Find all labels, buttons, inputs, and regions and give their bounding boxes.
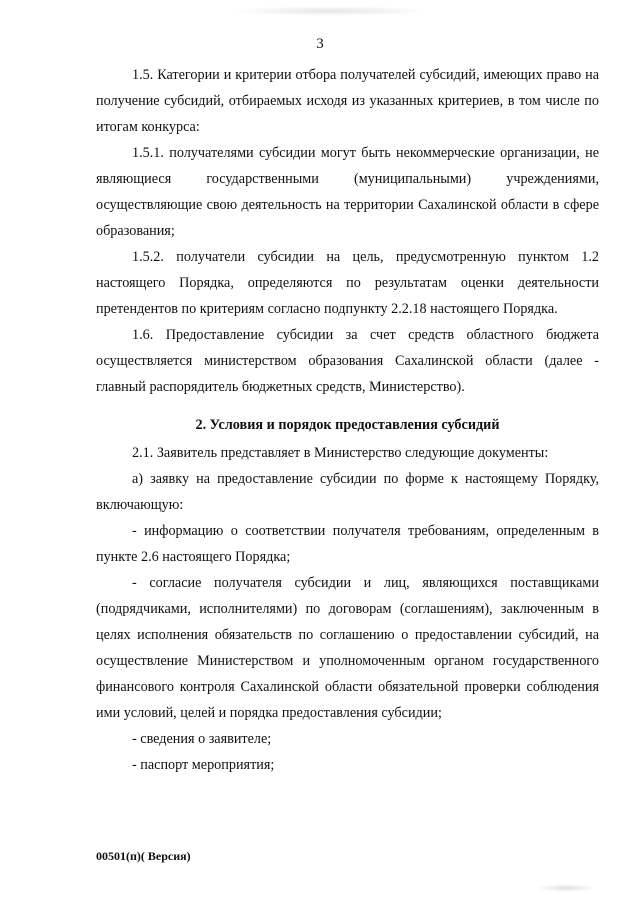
document-body [96, 62, 599, 778]
list-item-event-passport: - паспорт мероприятия; [132, 757, 275, 773]
scan-artifact-bottom [536, 884, 596, 892]
paragraph-1-5: 1.5. Категории и критерии отбора получателей субсидий, имеющих право на получение субсидий, отбираемых исходя из указанных критериев, в том числе по итогам конкурса: [96, 67, 599, 135]
paragraph-2-1-a: а) заявку на предоставление субсидии по форме к настоящему Порядку, включающую: [96, 471, 599, 513]
paragraph-2-1: 2.1. Заявитель представляет в Министерство следующие документы: [132, 445, 549, 461]
list-item-applicant-info: - сведения о заявителе; [132, 731, 272, 747]
paragraph-1-6: 1.6. Предоставление субсидии за счет средств областного бюджета осуществляется министерством образования Сахалинской области (далее - главный распорядитель бюджетных средств, Министерство). [96, 327, 599, 395]
document-code-footer: 00501(п)( Версия) [96, 849, 191, 863]
paragraph-1-5-2: 1.5.2. получатели субсидии на цель, предусмотренную пунктом 1.2 настоящего Порядка, определяются по результатам оценки деятельности претендентов по критериям согласно подпункту 2.2.18 настоящего Порядка. [96, 249, 599, 317]
scan-artifact-top [230, 6, 430, 16]
paragraph-1-5-1: 1.5.1. получателями субсидии могут быть некоммерческие организации, не являющиеся государственными (муниципальными) учреждениями, осуществляющие свою деятельность на территории Сахалинской области в сфере образования; [96, 145, 599, 239]
list-item-consent: - согласие получателя субсидии и лиц, являющихся поставщиками (подрядчиками, исполнителями) по договорам (соглашениям), заключенным в целях исполнения обязательств по соглашению о предоставлении субсидий, на осуществление Министерством и уполномоченным органом государственного финансового контроля Сахалинской области обязательной проверки соблюдения ими условий, целей и порядка предоставления субсидии; [96, 575, 599, 721]
section-heading: 2. Условия и порядок предоставления субсидий [195, 417, 500, 433]
list-item-compliance-info: - информацию о соответствии получателя требованиям, определенным в пункте 2.6 настоящего Порядка; [96, 523, 599, 565]
page-number: 3 [316, 36, 324, 52]
